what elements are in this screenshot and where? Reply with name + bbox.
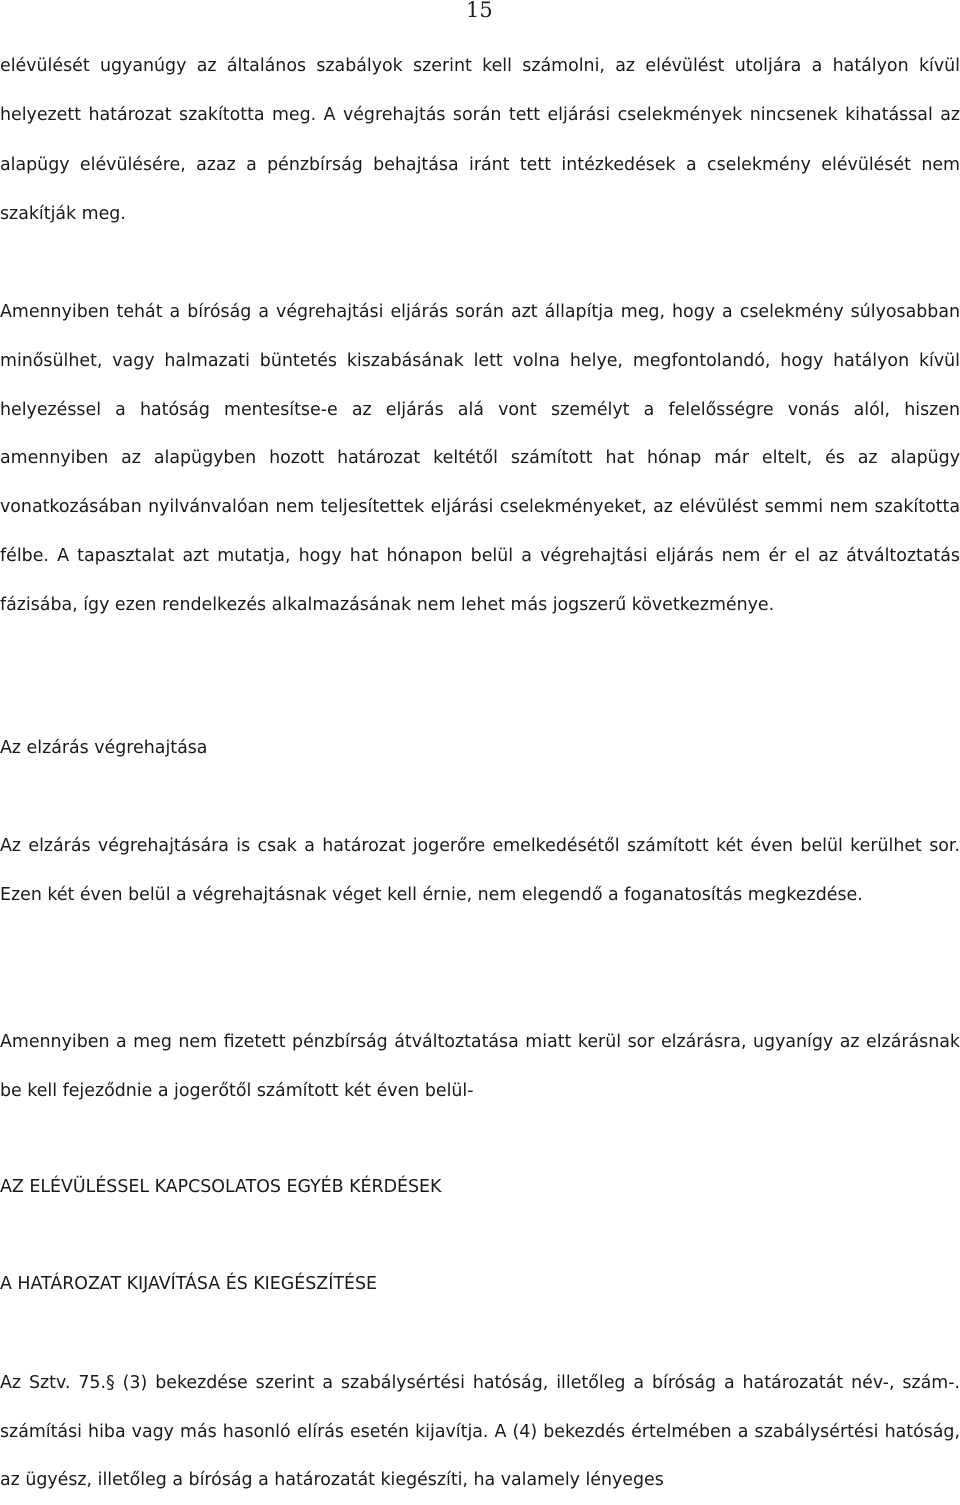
paragraph-sztv-75: Az Sztv. 75.§ (3) bekezdése szerint a szabálysértési hatóság, illetőleg a bíróság a határozatát név-, szám-. számítási hiba vagy más hasonló elírás esetén kijavítja. A (4) bekezdés értelmében a szabálysértési hatóság, az ügyész, illetőleg a bíróság a határozatát kiegészíti, ha valamely lényeges	[0, 1373, 960, 1490]
section-heading-other-limitation-questions: AZ ELÉVÜLÉSSEL KAPCSOLATOS EGYÉB KÉRDÉSEK	[0, 1177, 442, 1197]
paragraph-fine-conversion: Amennyiben a meg nem fizetett pénzbírság átváltoztatása miatt kerül sor elzárásra, ugyanígy az elzárásnak be kell fejeződnie a jogerőtől számított két éven belül-	[0, 1032, 960, 1101]
paragraph-court-finding: Amennyiben tehát a bíróság a végrehajtási eljárás során azt állapítja meg, hogy a cselekmény súlyosabban minősülhet, vagy halmazati büntetés kiszabásának lett volna helye, megfontolandó, hogy hatályon kívül helyezéssel a hatóság mentesítse-e az eljárás alá vont személyt a felelősségre vonás alól, hiszen amennyiben az alapügyben hozott határozat keltétől számított hat hónap már eltelt, és az alapügy vonatkozásában nyilvánvalóan nem teljesítettek eljárási cselekményeket, az elévülést semmi nem szakította félbe. A tapasztalat azt mutatja, hogy hat hónapon belül a végrehajtási eljárás nem ér el az átváltoztatás fázisába, így ezen rendelkezés alkalmazásának nem lehet más jogszerű következménye.	[0, 302, 960, 615]
paragraph-limitation-rule: elévülését ugyanúgy az általános szabályok szerint kell számolni, az elévülést utoljára a hatályon kívül helyezett határozat szakította meg. A végrehajtás során tett eljárási cselekmények nincsenek kihatással az alapügy elévülésére, azaz a pénzbírság behajtása iránt tett intézkedések a cselekmény elévülését nem szakítják meg.	[0, 56, 960, 224]
page-number: 15	[466, 0, 493, 22]
paragraph-detention-deadline: Az elzárás végrehajtására is csak a határozat jogerőre emelkedésétől számított két éven belül kerülhet sor. Ezen két éven belül a végrehajtásnak véget kell érnie, nem elegendő a foganatosítás megkezdése.	[0, 836, 960, 905]
section-heading-correction-supplement: A HATÁROZAT KIJAVÍTÁSA ÉS KIEGÉSZÍTÉSE	[0, 1274, 377, 1294]
section-heading-detention-enforcement: Az elzárás végrehajtása	[0, 738, 208, 758]
